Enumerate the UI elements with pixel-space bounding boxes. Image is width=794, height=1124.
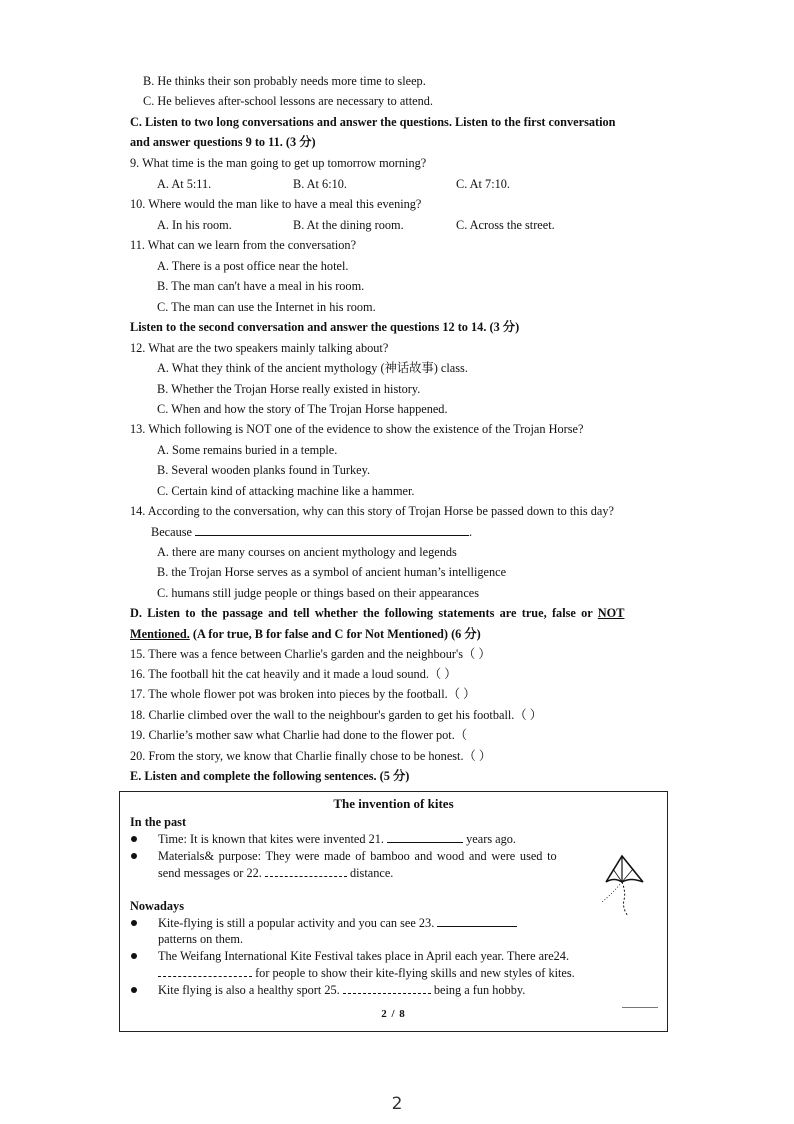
kite-flying-line <box>158 915 517 931</box>
q9-option-c: C. At 7:10. <box>456 177 510 191</box>
q9-option-b: B. At 6:10. <box>293 177 347 191</box>
q12-option-c: C. When and how the story of The Trojan Horse happened. <box>157 402 448 416</box>
kite-illustration <box>598 852 660 922</box>
q10-stem: 10. Where would the man like to have a meal this evening? <box>130 197 422 211</box>
inner-page-number: 2 / 8 <box>381 1008 406 1020</box>
blank-25[interactable] <box>343 982 431 994</box>
bullet <box>131 987 137 993</box>
healthy-text-end: being a fun hobby. <box>433 983 526 997</box>
section-d-instruction <box>130 605 670 621</box>
q12-option-a: A. What they think of the ancient mythology (神话故事) class. <box>157 361 468 375</box>
q13-stem: 13. Which following is NOT one of the evidence to show the existence of the Trojan Horse? <box>130 422 584 436</box>
q14-because-label: Because <box>151 525 192 539</box>
q14-because-line: Because . <box>151 525 473 539</box>
statement-16: 16. The football hit the cat heavily and it made a loud sound.（ ） <box>130 667 457 681</box>
kite-tail <box>622 882 628 916</box>
healthy-line <box>158 982 525 998</box>
weifang-line-2 <box>158 965 575 981</box>
bullet <box>131 836 137 842</box>
q11-option-a: A. There is a post office near the hotel. <box>157 259 349 273</box>
materials-line: Materials& purpose: They were made of bamboo and wood and were used to <box>158 849 557 863</box>
section-c-instruction: C. Listen to two long conversations and answer the questions. Listen to the first conversation <box>130 115 616 129</box>
scan-mark <box>622 1007 658 1008</box>
q10-option-b: B. At the dining room. <box>293 218 404 232</box>
materials-text-end: distance. <box>349 866 394 880</box>
kite-outline-bottom <box>606 880 643 883</box>
page-number: 2 <box>391 1094 403 1114</box>
q9-option-a: A. At 5:11. <box>157 177 212 191</box>
materials-line-2 <box>158 865 393 881</box>
q13-option-c: C. Certain kind of attacking machine like a hammer. <box>157 484 415 498</box>
statement-19: 19. Charlie’s mother saw what Charlie had done to the flower pot.（ <box>130 728 468 742</box>
weifang-text-end: for people to show their kite-flying skills and new styles of kites. <box>255 966 575 980</box>
bullet <box>131 953 137 959</box>
time-text: Time: It is known that kites were invented 21. <box>158 832 384 846</box>
blank-23[interactable] <box>437 915 517 927</box>
statement-20: 20. From the story, we know that Charlie finally chose to be honest.（ ） <box>130 749 492 763</box>
kite-string <box>602 882 622 902</box>
statement-17: 17. The whole flower pot was broken into pieces by the football.（ ） <box>130 687 476 701</box>
q14-stem: 14. According to the conversation, why can this story of Trojan Horse be passed down to this day? <box>130 504 614 518</box>
q12-stem: 12. What are the two speakers mainly talking about? <box>130 341 389 355</box>
q11-option-b: B. The man can't have a meal in his room. <box>157 279 365 293</box>
q14-option-c: C. humans still judge people or things based on their appearances <box>157 586 480 600</box>
q14-option-a: A. there are many courses on ancient mythology and legends <box>157 545 457 559</box>
q14-option-b: B. the Trojan Horse serves as a symbol of ancient human’s intelligence <box>157 565 507 579</box>
in-the-past-heading: In the past <box>130 815 187 829</box>
q10-option-c: C. Across the street. <box>456 218 555 232</box>
section-d-instruction-text: D. Listen to the passage and tell whether the following statements are true, false or <box>130 606 593 620</box>
q10-option-a: A. In his room. <box>157 218 232 232</box>
kite-outline-top <box>606 856 643 882</box>
section-d-instruction-2 <box>130 626 481 642</box>
section-d-instruction-rest: (A for true, B for false and C for Not Mentioned) (6 分) <box>192 627 481 641</box>
section-e-instruction: E. Listen and complete the following sentences. (5 分) <box>130 769 410 783</box>
bullet <box>131 853 137 859</box>
q14-answer-blank[interactable] <box>195 524 469 536</box>
weifang-line: The Weifang International Kite Festival takes place in April each year. There are24. <box>158 949 570 963</box>
kite-flying-text: Kite-flying is still a popular activity and you can see 23. <box>158 916 435 930</box>
section-c-instruction-2: and answer questions 9 to 11. (3 分) <box>130 135 316 149</box>
nowadays-heading: Nowadays <box>130 899 184 913</box>
section-d-not: NOT <box>597 606 625 620</box>
kites-box <box>119 791 668 1032</box>
section-d-mentioned: Mentioned. <box>130 627 190 641</box>
healthy-text: Kite flying is also a healthy sport 25. <box>158 983 340 997</box>
patterns-line: patterns on them. <box>158 932 244 946</box>
q11-option-c: C. The man can use the Internet in his room. <box>157 300 376 314</box>
q9-stem: 9. What time is the man going to get up tomorrow morning? <box>130 156 427 170</box>
blank-21[interactable] <box>387 831 463 843</box>
q12-option-b: B. Whether the Trojan Horse really existed in history. <box>157 382 421 396</box>
statement-15: 15. There was a fence between Charlie's garden and the neighbour's（ ） <box>130 647 491 661</box>
q13-option-b: B. Several wooden planks found in Turkey. <box>157 463 371 477</box>
second-conversation-instruction: Listen to the second conversation and answer the questions 12 to 14. (3 分) <box>130 320 520 334</box>
time-line <box>158 831 516 847</box>
materials-text: send messages or 22. <box>158 866 262 880</box>
time-text-end: years ago. <box>466 832 517 846</box>
q8-option-c: C. He believes after-school lessons are necessary to attend. <box>143 94 433 108</box>
q13-option-a: A. Some remains buried in a temple. <box>157 443 338 457</box>
blank-24[interactable] <box>158 965 252 977</box>
box-title: The invention of kites <box>333 796 454 811</box>
q8-option-b: B. He thinks their son probably needs more time to sleep. <box>143 74 426 88</box>
blank-22[interactable] <box>265 865 347 877</box>
q11-stem: 11. What can we learn from the conversation? <box>130 238 357 252</box>
bullet <box>131 920 137 926</box>
statement-18: 18. Charlie climbed over the wall to the neighbour's garden to get his football.（ ） <box>130 708 543 722</box>
